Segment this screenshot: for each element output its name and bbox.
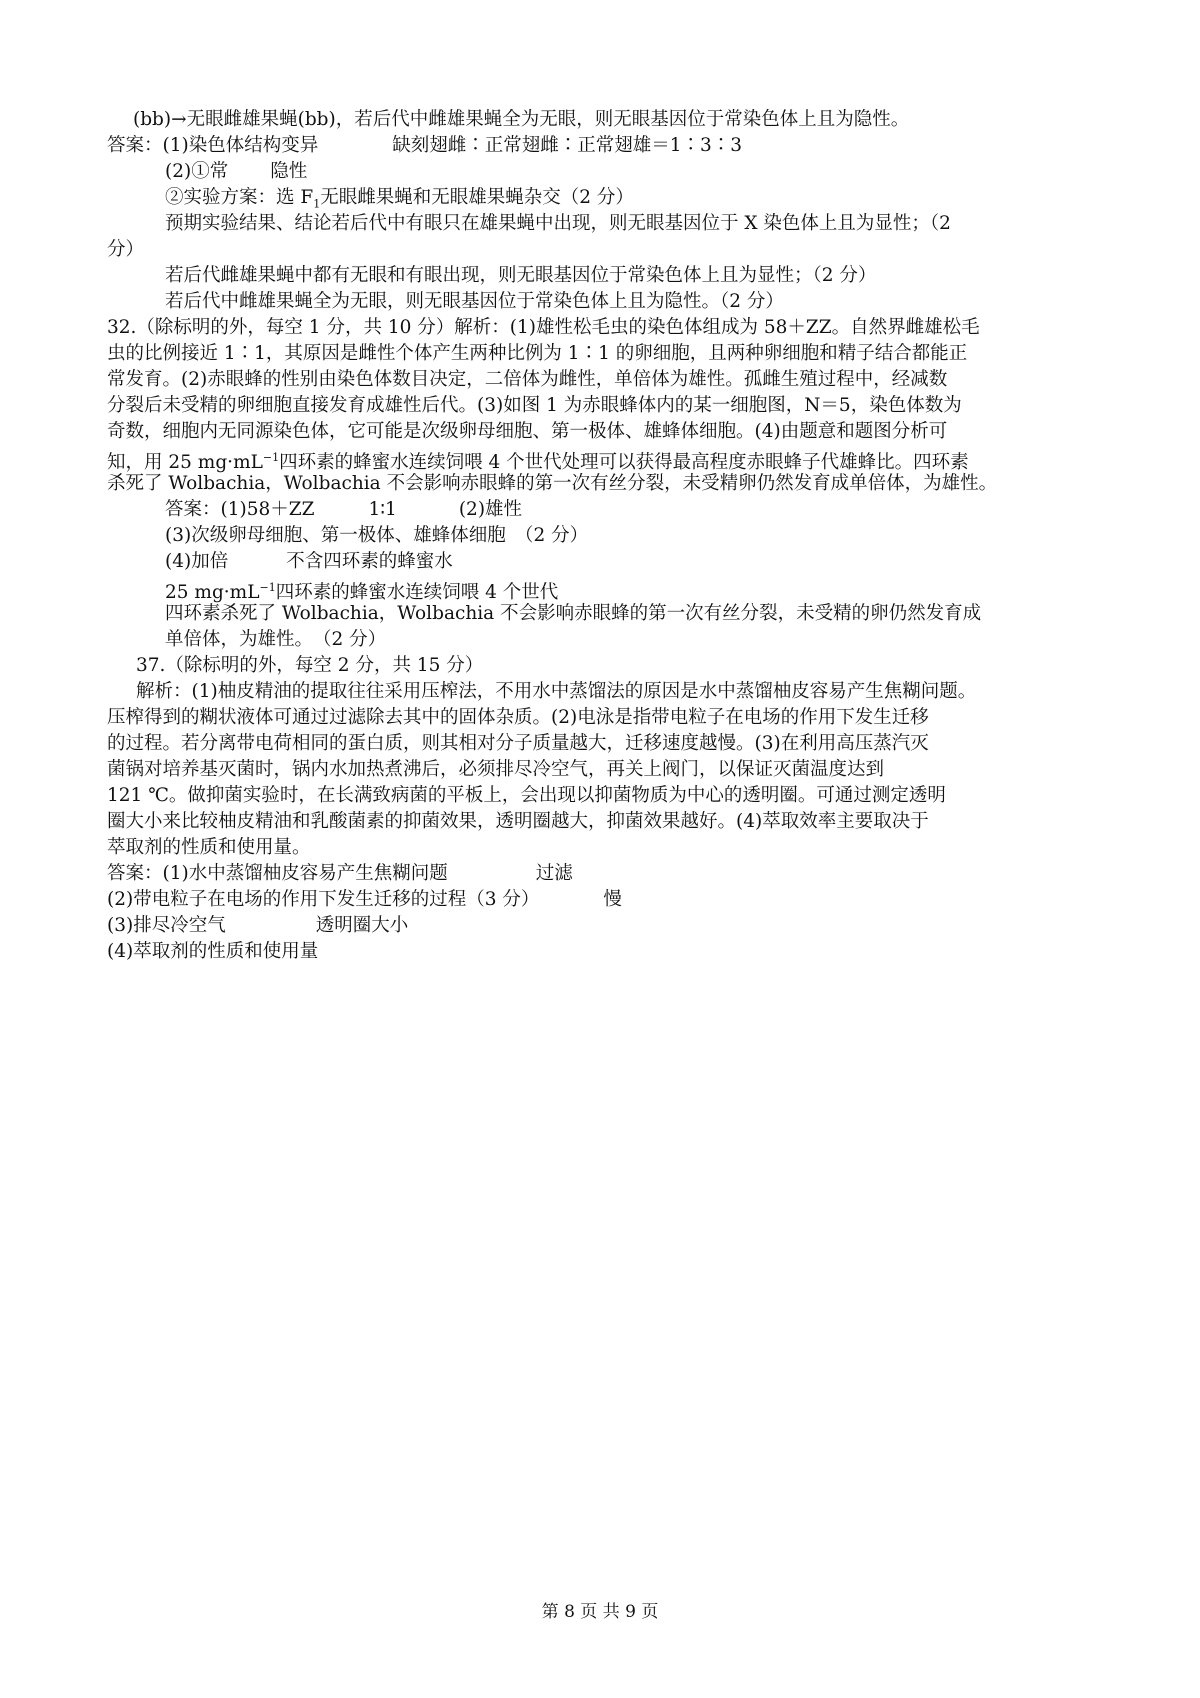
text-line: 的过程。若分离带电荷相同的蛋白质，则其相对分子质量越大，迁移速度越慢。(3)在利用高压蒸汽灭: [107, 733, 929, 754]
text-line: 萃取剂的性质和使用量。: [107, 837, 311, 858]
text-line: 解析：(1)柚皮精油的提取往往采用压榨法，不用水中蒸馏法的原因是水中蒸馏柚皮容易产生焦糊问题。: [136, 681, 977, 702]
text-line: 常发育。(2)赤眼蜂的性别由染色体数目决定，二倍体为雌性，单倍体为雄性。孤雌生殖过程中，经减数: [107, 369, 948, 390]
question-37-heading: 37.（除标明的外，每空 2 分，共 15 分）: [136, 655, 484, 676]
answer-part: 过滤: [535, 863, 573, 884]
answer-part: 慢: [603, 889, 622, 910]
answer-part: 缺刻翅雌∶正常翅雌∶正常翅雄＝1∶3∶3: [392, 135, 743, 156]
answer-part: 不含四环素的蜂蜜水: [286, 551, 453, 572]
question-32-heading: 32.（除标明的外，每空 1 分，共 10 分）解析：(1)雄性松毛虫的染色体组成为 58＋ZZ。自然界雌雄松毛: [107, 317, 980, 338]
text-line: 奇数，细胞内无同源染色体，它可能是次级卵母细胞、第一极体、雄蜂体细胞。(4)由题意和题图分析可: [107, 421, 948, 442]
answer-line: 单倍体，为雄性。 （2 分）: [165, 629, 387, 650]
text-line: 121 ℃。做抑菌实验时，在长满致病菌的平板上，会出现以抑菌物质为中心的透明圈。可通过测定透明: [107, 785, 946, 806]
answer-line: [107, 861, 573, 887]
text-line: 圈大小来比较柚皮精油和乳酸菌素的抑菌效果，透明圈越大，抑菌效果越好。(4)萃取效率主要取决于: [107, 811, 929, 832]
answer-part: (4)加倍: [165, 551, 229, 572]
answer-line: [165, 497, 522, 523]
text-line: 杀死了 Wolbachia，Wolbachia 不会影响赤眼蜂的第一次有丝分裂，未受精卵仍然发育成单倍体，为雄性。: [107, 473, 998, 494]
answer-part: 答案：(1)水中蒸馏柚皮容易产生焦糊问题: [107, 863, 448, 884]
answer-part: 答案：(1)染色体结构变异: [107, 135, 319, 156]
answer-line: [107, 133, 742, 159]
text-line: 若后代雌雄果蝇中都有无眼和有眼出现，则无眼基因位于常染色体上且为显性；（2 分）: [165, 265, 877, 286]
text-line: (bb)→无眼雌雄果蝇(bb)，若后代中雌雄果蝇全为无眼，则无眼基因位于常染色体上且为隐性。: [133, 109, 910, 130]
text-line: 压榨得到的糊状液体可通过过滤除去其中的固体杂质。(2)电泳是指带电粒子在电场的作用下发生迁移: [107, 707, 929, 728]
page-footer: 第 8 页 共 9 页: [541, 1602, 659, 1622]
answer-line: [165, 159, 307, 185]
answer-part: (3)排尽冷空气: [107, 915, 226, 936]
answer-part: (2)带电粒子在电场的作用下发生迁移的过程（3 分）: [107, 889, 540, 910]
answer-part: 答案：(1)58＋ZZ: [165, 499, 315, 520]
answer-part: (2)①常: [165, 161, 229, 182]
answer-line: (4)萃取剂的性质和使用量: [107, 941, 319, 962]
answer-line: [107, 913, 408, 939]
superscript: −1: [259, 581, 276, 594]
answer-line: 四环素杀死了 Wolbachia，Wolbachia 不会影响赤眼蜂的第一次有丝分裂，未受精的卵仍然发育成: [165, 603, 982, 624]
answer-part: 25 mg·mL: [165, 582, 260, 604]
text-part: 四环素的蜂蜜水连续饲喂 4 个世代处理可以获得最高程度赤眼蜂子代雄蜂比。四环素: [279, 452, 969, 474]
answer-line: (3)次级卵母细胞、第一极体、雄蜂体细胞 （2 分）: [165, 525, 589, 546]
text-line: 虫的比例接近 1∶1，其原因是雌性个体产生两种比例为 1∶1 的卵细胞，且两种卵细胞和精子结合都能正: [107, 343, 968, 364]
answer-part: ②实验方案：选 F: [165, 187, 314, 208]
answer-part: 四环素的蜂蜜水连续饲喂 4 个世代: [275, 582, 559, 604]
answer-line: [107, 887, 622, 913]
text-line: 分）: [107, 239, 145, 260]
text-line: 若后代中雌雄果蝇全为无眼，则无眼基因位于常染色体上且为隐性。（2 分）: [165, 291, 784, 312]
answer-part: 无眼雌果蝇和无眼雄果蝇杂交（2 分）: [320, 187, 634, 208]
text-line: 分裂后未受精的卵细胞直接发育成雄性后代。(3)如图 1 为赤眼蜂体内的某一细胞图，N＝5，染色体数为: [107, 395, 962, 416]
answer-part: (2)雄性: [458, 499, 523, 520]
text-line: 预期实验结果、结论若后代中有眼只在雄果蝇中出现，则无眼基因位于 X 染色体上且为显性；（2: [165, 213, 951, 234]
answer-line: [165, 549, 453, 575]
text-line: 菌锅对培养基灭菌时，锅内水加热煮沸后，必须排尽冷空气，再关上阀门，以保证灭菌温度达到: [107, 759, 885, 780]
answer-part: 隐性: [270, 161, 308, 182]
text-part: 知，用 25 mg·mL: [107, 452, 263, 474]
answer-part: 1∶1: [368, 499, 397, 520]
subscript: 1: [313, 197, 321, 211]
superscript: −1: [262, 451, 280, 464]
answer-part: 透明圈大小: [315, 915, 409, 936]
